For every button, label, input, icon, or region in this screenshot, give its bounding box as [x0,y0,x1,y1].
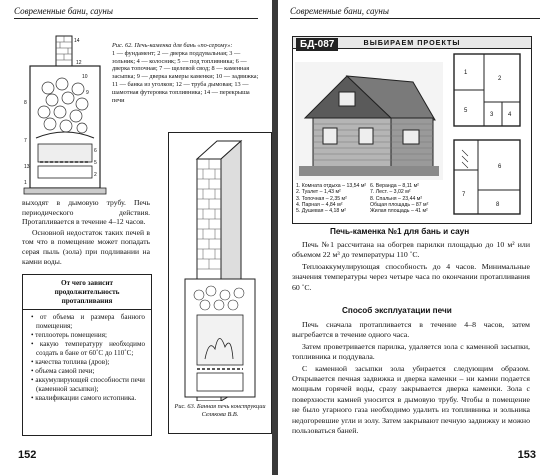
svg-text:14: 14 [74,38,80,44]
svg-text:5: 5 [464,108,468,114]
fig63-frame [168,132,272,434]
svg-text:5: 5 [94,160,97,166]
spec-item: 6. Веранда – 8,11 м² [370,183,419,189]
right-paragraph-4: Затем проветривается парилка, удаляется зола с каменной засыпки, топливника и поддувала. [292,341,530,362]
list-item: • аккумулирующей способности печи (каменной засыпки); [31,376,145,394]
left-paragraph-2: Основной недостаток таких печей в том что в помещение может попадать серая пыль (зола) при подливании на камни воды. [22,227,150,266]
fig62-legend: 1 — фундамент; 2 — дверка поддувальная; 3 — зольник; 4 — колосник; 5 — под топливника; 6 — дверка топочная; 7 — щелевой свод; 8 — каменная засыпка; 9 — дверка камеры каменки; 10 — задвижка; 11 — банка из уголков; 12 — труба дымовая; 13 — шамотная футеровка топливника; 14 — перекрыша печи [112,49,259,104]
svg-text:9: 9 [86,90,89,96]
list-item: • от объема и размера банного помещения; [31,313,145,331]
project-specs [296,183,444,214]
spec-item: 4. Парная – 4,84 м² [296,201,343,208]
svg-text:4: 4 [508,112,512,118]
list-item: • объема самой печи; [31,367,145,376]
svg-text:3: 3 [490,112,494,118]
floor-plan-icon [448,50,528,220]
svg-text:8: 8 [496,202,500,208]
svg-text:10: 10 [82,74,88,80]
spec-item: 1. Комната отдыха – 13,54 м² [296,183,367,189]
right-paragraph-1: Печь №1 рассчитана на обогрев парилки площадью до 10 м² или объемом 22 м³ до температуры 110 ˚С. [292,240,530,260]
heading-operation: Способ эксплуатации печи [342,306,452,315]
spec-item: 5. Душевая – 4,18 м² [296,208,347,215]
right-page-number: 153 [517,449,536,461]
spec-item: 3. Топочная – 2,35 м² [296,195,347,202]
svg-text:2: 2 [94,172,97,178]
fig62-caption [112,42,262,104]
right-paragraph-5: С каменной засыпки зола убирается следующим образом. Открывается печная задвижка и дверка каменки – ни камни подается мощным горячей воды, сразу закрывается дверка каменки. Зола с поверхности камней уносится в дымовую трубу. Чтобы в помещение не было угарного газа необходимо удалить из топливника и зольника недогоревшие угли и золу. Затем закрывают печную задвижку и можно пользоваться баней. [292,363,530,436]
fig63-caption: Рис. 63. Банная печь конструкции Селякова В.В. [174,403,266,418]
stove-diagram-icon [22,34,108,196]
chimney-diagram-icon [175,139,265,401]
list-item: • квалификации самого истопника. [31,394,145,403]
svg-text:13: 13 [24,164,30,170]
svg-text:6: 6 [94,148,97,154]
left-running-header: Современные бани, сауны [14,6,258,19]
right-paragraph-2: Теплоаккумулирующая способность до 4 часов. Минимальные значения температуры через четыре часа по окончании протапливания 60 ˚С. [292,261,530,292]
duration-factors-list [23,313,151,403]
svg-text:1: 1 [24,180,27,186]
spec-item: 2. Туалет – 1,43 м² [296,189,341,196]
left-text-block [22,198,150,267]
right-running-header: Современные бани, сауны [290,6,540,19]
left-page [0,0,272,475]
list-item: • какую температуру необходимо создать в бане от 60˚С до 110˚С; [31,340,145,358]
right-text-block-1 [292,240,530,294]
project-band-title: ВЫБИРАЕМ ПРОЕКТЫ [293,37,531,49]
svg-text:7: 7 [24,138,27,144]
duration-factors-box [22,274,152,436]
right-paragraph-3: Печь сначала протапливается в течение 4–8 часов, затем выгребается в течение одного часа. [292,320,530,340]
spec-item: 8. Спальня – 23,44 м² [370,195,423,202]
svg-text:8: 8 [24,100,27,106]
duration-factors-title: От чего зависит продолжительность протапливания [23,275,151,310]
right-text-block-2 [292,320,530,437]
svg-text:12: 12 [76,60,82,66]
spec-item: Жилая площадь – 41 м² [370,208,428,215]
heading-stove-1: Печь-каменка №1 для бань и саун [330,227,470,236]
svg-text:2: 2 [498,76,502,82]
project-code: БД-087 [296,38,338,51]
svg-text:7: 7 [462,192,466,198]
spec-item: Общая площадь – 87 м² [370,201,429,208]
svg-text:1: 1 [464,70,468,76]
house-photo-icon [295,62,443,180]
fig62-title: Рис. 62. Печь-каменка для бань «по-серому»: [112,42,233,49]
spec-item: 7. Лест. – 3,02 м² [370,189,411,196]
svg-text:6: 6 [498,164,502,170]
list-item: • качества топлива (дров); [31,358,145,367]
left-page-number: 152 [18,449,37,461]
list-item: • теплоотерь помещения; [31,331,145,340]
left-paragraph-1: выходят в дымовую трубу. Печь периодического действия. Протапливается в течение 4–12 часов. [22,198,150,227]
